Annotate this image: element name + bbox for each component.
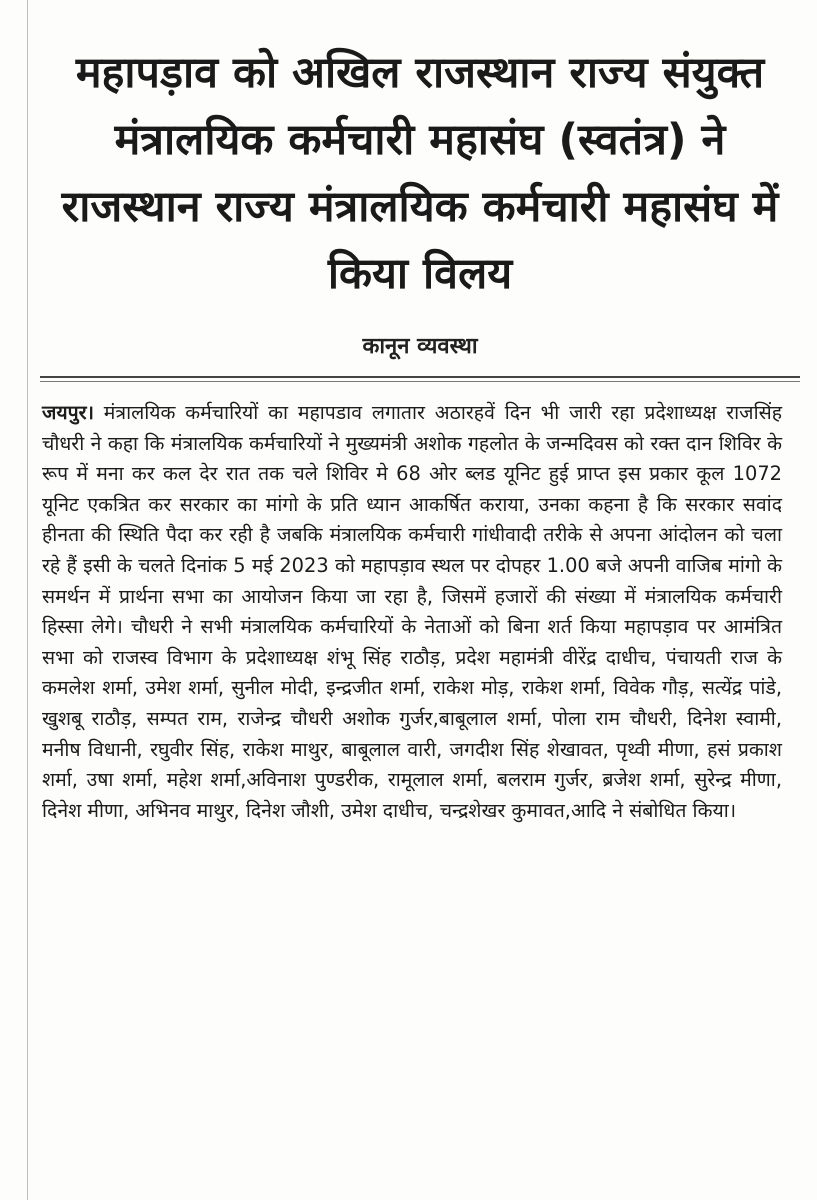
section-divider-thick — [40, 376, 800, 378]
section-divider-thin — [40, 381, 800, 382]
dateline: जयपुर। — [42, 401, 94, 424]
section-label: कानून व्यवस्था — [362, 334, 478, 359]
article-text: मंत्रालयिक कर्मचारियों का महापडाव लगातार अठारहवें दिन भी जारी रहा प्रदेशाध्यक्ष राजसिंह चौधरी ने कहा कि मंत्रालयिक कर्मचारियों ने मुख्यमंत्री अशोक गहलोत के जन्मदिवस को रक्त दान शिविर के रूप में मना कर कल देर रात तक चले शिविर मे 68 ओर ब्लड यूनिट हुई प्राप्त इस प्रकार कूल 1072 यूनिट एकत्रित कर सरकार का मांगो के प्रति ध्यान आकर्षित कराया, उनका कहना है कि सरकार सवांद हीनता की स्थिति पैदा कर रही है जबकि मंत्रालयिक कर्मचारी गांधीवादी तरीके से अपना आंदोलन को चला रहे हैं इसी के चलते दिनांक 5 मई 2023 को महापड़ाव स्थल पर दोपहर 1.00 बजे अपनी वाजिब मांगो के समर्थन में प्रार्थना सभा का आयोजन किया जा रहा है, जिसमें हजारों की संख्या में मंत्रालयिक कर्मचारी हिस्सा लेगे। चौधरी ने सभी मंत्रालयिक कर्मचारियों के नेताओं को बिना शर्त किया महापड़ाव पर आमंत्रित सभा को राजस्व विभाग के प्रदेशाध्यक्ष शंभू सिंह राठौड़, प्रदेश महामंत्री वीरेंद्र दाधीच, पंचायती राज के कमलेश शर्मा, उमेश शर्मा, सुनील मोदी, इन्द्रजीत शर्मा, राकेश मोड़, राकेश शर्मा, विवेक गौड़, सत्येंद्र पांडे, खुशबू राठौड़, सम्पत राम, राजेन्द्र चौधरी अशोक गुर्जर,बाबूलाल शर्मा, पोला राम चौधरी, दिनेश स्वामी, मनीष विधानी, रघुवीर सिंह, राकेश माथुर, बाबूलाल वारी, जगदीश सिंह शेखावत, पृथ्वी मीणा, हसं प्रकाश शर्मा, उषा शर्मा, महेश शर्मा,अविनाश पुण्डरीक, रामूलाल शर्मा, बलराम गुर्जर, ब्रजेश शर्मा, सुरेन्द्र मीणा, दिनेश मीणा, अभिनव माथुर, दिनेश जौशी, उमेश दाधीच, चन्द्रशेखर कुमावत,आदि ने संबोधित किया। — [42, 401, 782, 822]
headline: महापड़ाव को अखिल राजस्थान राज्य संयुक्त मंत्रालयिक कर्मचारी महासंघ (स्वतंत्र) ने राजस्थान राज्य मंत्रालयिक कर्मचारी महासंघ में किया विलय — [61, 48, 779, 299]
article-body — [42, 398, 782, 826]
clipping-edge-line — [27, 0, 28, 1200]
